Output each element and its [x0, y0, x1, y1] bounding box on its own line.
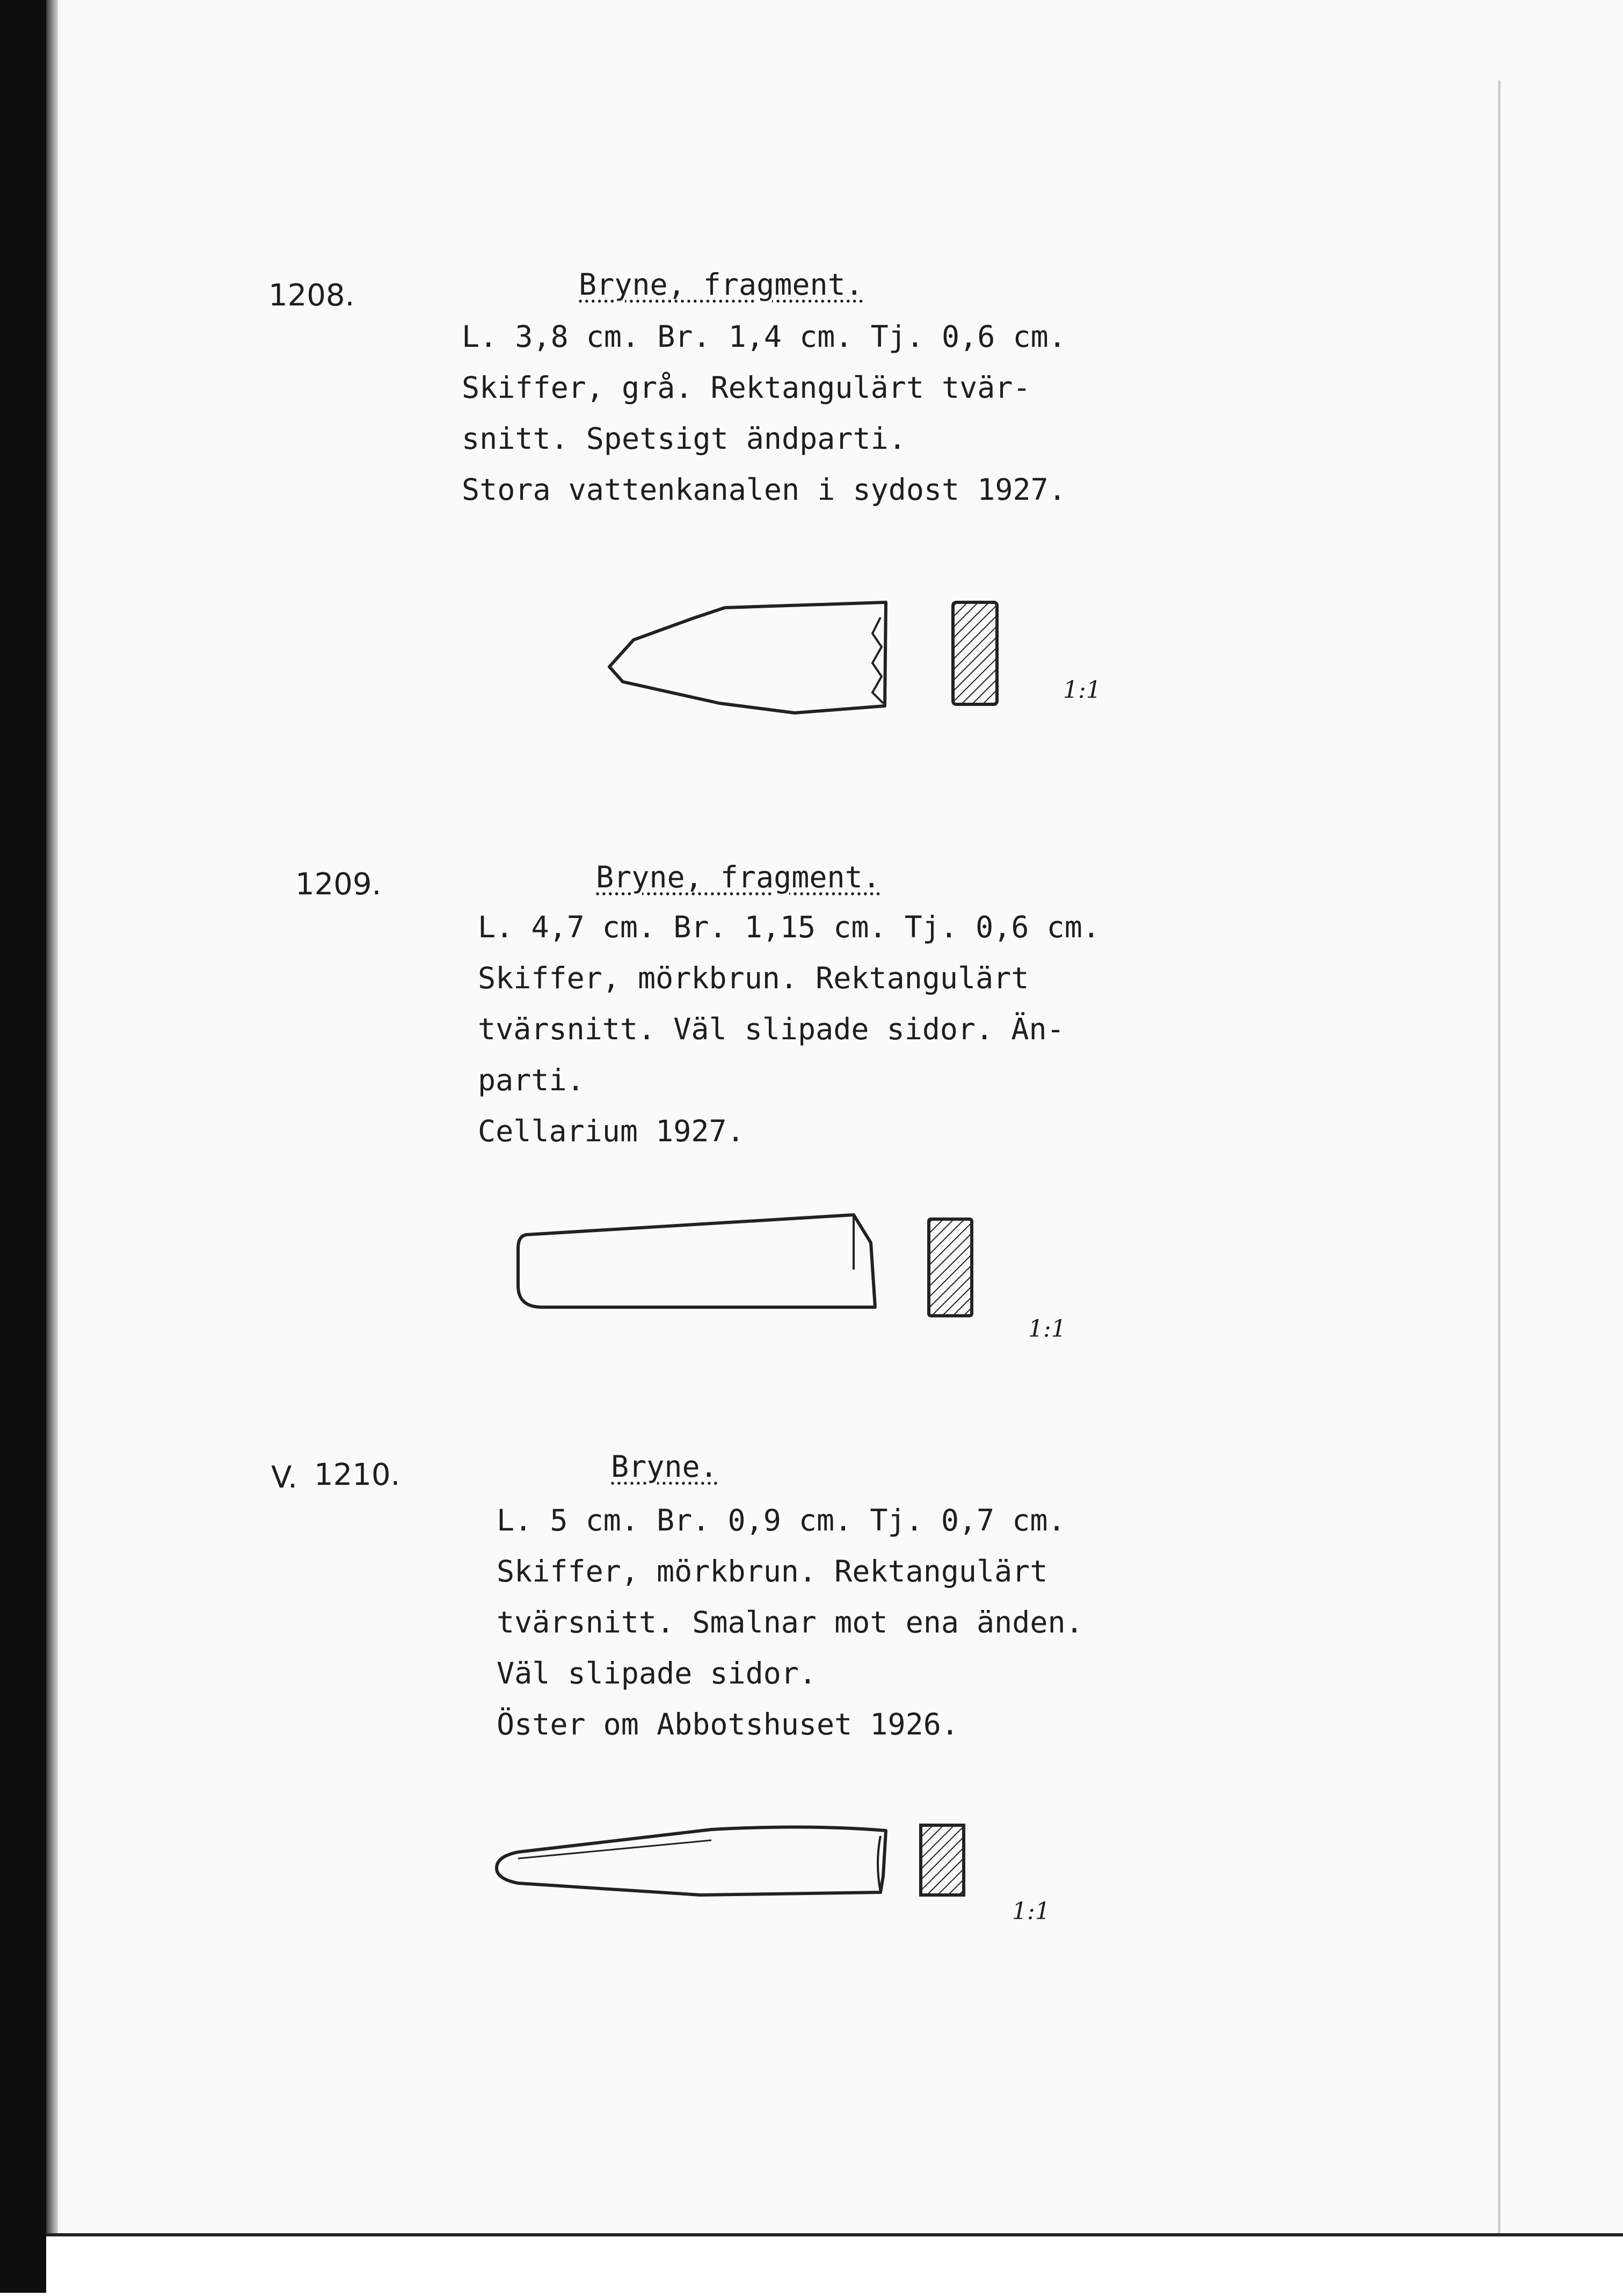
entry-description — [462, 311, 1066, 515]
book-spine-shadow — [0, 0, 46, 2293]
description-line: snitt. Spetsigt ändparti. — [462, 421, 906, 456]
description-line: Öster om Abbotshuset 1926. — [497, 1707, 959, 1741]
entry-title: Bryne. — [611, 1449, 718, 1484]
whetstone-outline — [497, 1827, 886, 1895]
scale-label: 1:1 — [1012, 1898, 1050, 1925]
whetstone-drawing-1208 — [601, 596, 1009, 725]
whetstone-outline — [518, 1215, 875, 1307]
entry-description — [497, 1495, 1083, 1750]
check-mark: V. — [271, 1460, 297, 1495]
whetstone-drawing-1209 — [510, 1205, 993, 1323]
entry-title: Bryne, fragment. — [579, 267, 863, 302]
page-bottom-edge — [46, 2233, 1623, 2296]
cross-section — [929, 1219, 972, 1316]
description-line: L. 3,8 cm. Br. 1,4 cm. Tj. 0,6 cm. — [462, 319, 1066, 354]
page-edge-line — [1498, 81, 1501, 2233]
page-gutter — [46, 0, 58, 2293]
description-line: tvärsnitt. Smalnar mot ena änden. — [497, 1605, 1083, 1639]
entry-number: 1210. — [314, 1457, 401, 1492]
description-line: Cellarium 1927. — [478, 1114, 745, 1148]
scale-label: 1:1 — [1063, 676, 1101, 704]
description-line: Skiffer, grå. Rektangulärt tvär- — [462, 370, 1031, 405]
entry-number: 1208. — [268, 278, 355, 313]
fracture-edge — [872, 617, 883, 703]
description-line: Skiffer, mörkbrun. Rektangulärt — [478, 961, 1029, 995]
description-line: L. 4,7 cm. Br. 1,15 cm. Tj. 0,6 cm. — [478, 910, 1100, 944]
description-line: parti. — [478, 1063, 585, 1097]
description-line: L. 5 cm. Br. 0,9 cm. Tj. 0,7 cm. — [497, 1503, 1066, 1537]
description-line: Väl slipade sidor. — [497, 1656, 817, 1690]
entry-title: Bryne, fragment. — [596, 860, 880, 894]
end-edge — [878, 1836, 880, 1892]
cross-section — [921, 1825, 964, 1895]
entry-description — [478, 902, 1100, 1157]
whetstone-drawing-1210 — [486, 1814, 980, 1916]
description-line: tvärsnitt. Väl slipade sidor. Än- — [478, 1012, 1065, 1046]
cross-section — [953, 602, 997, 704]
description-line: Skiffer, mörkbrun. Rektangulärt — [497, 1554, 1048, 1588]
scale-label: 1:1 — [1028, 1315, 1066, 1343]
description-line: Stora vattenkanalen i sydost 1927. — [462, 472, 1066, 507]
entry-number: 1209. — [295, 867, 382, 902]
whetstone-outline — [609, 602, 886, 713]
